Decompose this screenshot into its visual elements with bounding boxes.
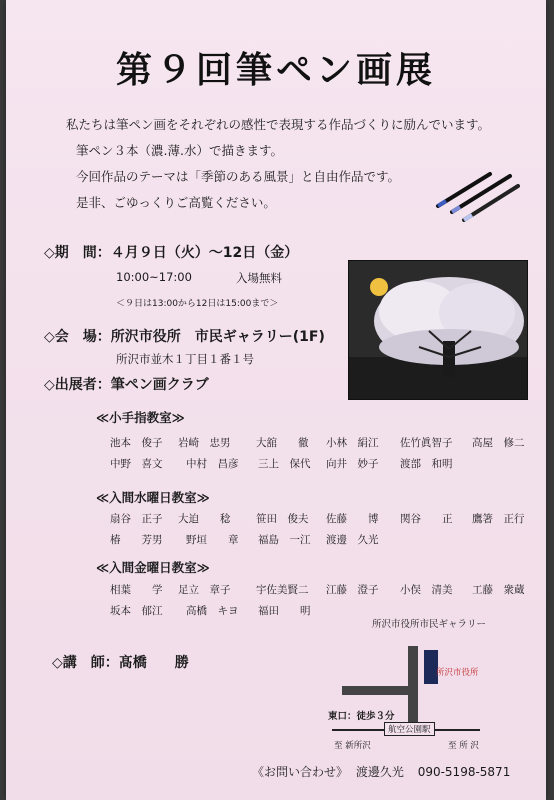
member-name: 中村 昌彦 [186, 458, 239, 470]
member-name: 福田 明 [258, 605, 311, 617]
member-name: 高橋 キヨ [186, 605, 239, 617]
flyer-page [6, 0, 546, 800]
member-name: 大舘 徹 [256, 437, 309, 449]
member-name: 渡邊 久光 [326, 534, 379, 546]
contact-name: 渡邊久光 [355, 765, 404, 779]
contact-label: 《お問い合わせ》 [252, 765, 349, 779]
member-name: 渡部 和明 [400, 458, 453, 470]
group-title-iruma-fri: ≪入間金曜日教室≫ [96, 560, 210, 575]
cherry-tree-painting [348, 260, 528, 400]
member-name: 小俣 清美 [400, 584, 453, 596]
intro-line-4: 是非、ごゆっくりご高覧ください。 [76, 195, 276, 210]
map-dir-right: 至 所 沢 [448, 741, 479, 751]
period-label: ◇期 間：４月９日（火）～12日（金） [44, 245, 299, 261]
member-name: 鷹箸 正行 [472, 513, 525, 525]
member-name: 野垣 章 [186, 534, 239, 546]
member-name: 宇佐美賢二 [256, 584, 309, 596]
member-name: 笹田 俊夫 [256, 513, 309, 525]
member-name: 佐竹眞智子 [400, 437, 453, 449]
period-hours: 10:00~17:00 [116, 270, 192, 284]
member-name: 坂本 郁江 [110, 605, 163, 617]
map-title: 所沢市役所市民ギャラリー [372, 619, 487, 630]
intro-line-2: 筆ペン３本（濃.薄.水）で描きます。 [76, 143, 283, 158]
intro-line-3: 今回作品のテーマは「季節のある風景」と自由作品です。 [76, 169, 401, 184]
brush-pens-illustration [432, 162, 522, 228]
period-note: ＜９日は13:00から12日は15:00まで＞ [116, 299, 279, 309]
exhibitor-label: ◇出展者：筆ペン画クラブ [44, 377, 209, 393]
map-station: 航空公園駅 [384, 722, 435, 736]
member-name: 扇谷 正子 [110, 513, 163, 525]
access-map [328, 616, 538, 756]
map-walk-note: 東口：徒歩３分 [328, 711, 395, 722]
group-title-iruma-wed: ≪入間水曜日教室≫ [96, 490, 210, 505]
group-title-kotesashi: ≪小手指教室≫ [96, 410, 185, 425]
intro-line-1: 私たちは筆ペン画をそれぞれの感性で表現する作品づくりに励んでいます。 [66, 117, 491, 132]
member-name: 中野 喜文 [110, 458, 163, 470]
member-name: 工藤 衆蔵 [472, 584, 525, 596]
venue-label: ◇会 場：所沢市役所 市民ギャラリー(1F) [44, 329, 325, 345]
member-name: 高屋 修二 [472, 437, 525, 449]
member-name: 佐藤 博 [326, 513, 379, 525]
member-name: 大迫 稔 [178, 513, 231, 525]
map-building-label: 所沢市役所 [436, 668, 479, 678]
member-name: 向井 妙子 [326, 458, 379, 470]
admission-text: 入場無料 [236, 271, 282, 285]
member-name: 関谷 正 [400, 513, 453, 525]
map-dir-left: 至 新所沢 [334, 741, 371, 751]
member-name: 足立 章子 [178, 584, 231, 596]
contact-phone: 090-5198-5871 [417, 765, 511, 779]
member-name: 椿 芳男 [110, 534, 163, 546]
flyer-title: 第９回筆ペン画展 [115, 49, 436, 91]
member-name: 池本 俊子 [110, 437, 163, 449]
member-name: 岩崎 忠男 [178, 437, 231, 449]
member-name: 福島 一江 [258, 534, 311, 546]
member-name: 小林 絹江 [326, 437, 379, 449]
instructor-label: ◇講 師：髙橋 勝 [52, 655, 189, 671]
map-road-horizontal [342, 686, 418, 695]
intro-text [66, 112, 491, 216]
contact-line [252, 763, 510, 780]
member-name: 相葉 学 [110, 584, 163, 596]
venue-address: 所沢市並木１丁目１番１号 [116, 352, 254, 366]
member-name: 三上 保代 [258, 458, 311, 470]
member-name: 江藤 澄子 [326, 584, 379, 596]
